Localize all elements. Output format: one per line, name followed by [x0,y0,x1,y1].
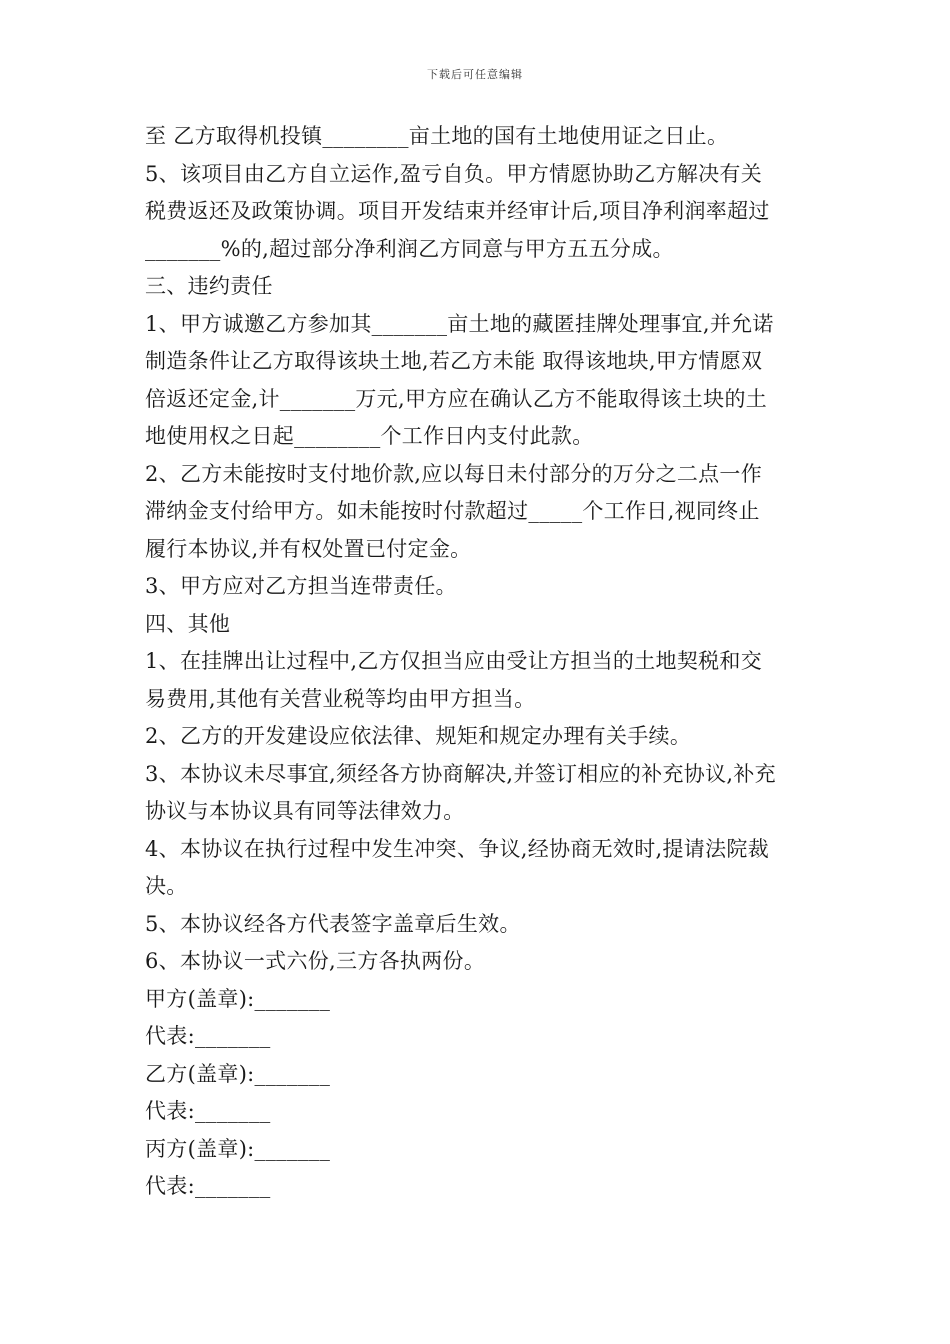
party-c-representative-field: 代表:_______ [145,1174,271,1198]
document-body [145,118,810,1206]
text-line: 至 乙方取得机投镇________亩土地的国有土地使用证之日止。 [145,124,729,148]
text-line: 易费用,其他有关营业税等均由甲方担当。 [145,686,536,711]
text-line: 制造条件让乙方取得该块土地,若乙方未能 取得该地块,甲方情愿双 [145,349,763,373]
party-c-seal-field: 丙方(盖章):_______ [145,1136,331,1161]
party-b-representative-field: 代表:_______ [145,1099,271,1123]
other-clause-2-line: 2、乙方的开发建设应依法律、规矩和规定办理有关手续。 [145,724,692,748]
party-b-seal-field: 乙方(盖章):_______ [145,1061,331,1086]
other-clause-3-line: 3、本协议未尽事宜,须经各方协商解决,并签订相应的补充协议,补充 [145,761,776,786]
other-clause-1-line: 1、在挂牌出让过程中,乙方仅担当应由受让方担当的土地契税和交 [145,649,763,673]
text-line: 地使用权之日起________个工作日内支付此款。 [145,424,594,448]
text-line: 倍返还定金,计_______万元,甲方应在确认乙方不能取得该土块的土 [145,386,768,411]
clause-5-line: 5、该项目由乙方自立运作,盈亏自负。甲方情愿协助乙方解决有关 [145,161,763,186]
breach-clause-3-line: 3、甲方应对乙方担当连带责任。 [145,574,457,598]
text-line: 滞纳金支付给甲方。如未能按时付款超过_____个工作日,视同终止 [145,499,760,523]
other-clause-6-line: 6、本协议一式六份,三方各执两份。 [145,949,486,973]
party-a-seal-field: 甲方(盖章):_______ [145,986,331,1011]
text-line: _______%的,超过部分净利润乙方同意与甲方五五分成。 [145,236,674,261]
other-clause-5-line: 5、本协议经各方代表签字盖章后生效。 [145,911,521,936]
breach-clause-1-line: 1、甲方诚邀乙方参加其_______亩土地的藏匿挂牌处理事宜,并允诺 [145,311,774,336]
text-line: 协议与本协议具有同等法律效力。 [145,799,465,823]
section-heading-breach: 三、违约责任 [145,274,273,298]
breach-clause-2-line: 2、乙方未能按时支付地价款,应以每日未付部分的万分之二点一作 [145,461,763,486]
text-line: 税费返还及政策协调。项目开发结束并经审计后,项目净利润率超过 [145,199,770,223]
party-a-representative-field: 代表:_______ [145,1024,271,1048]
text-line: 决。 [145,874,188,898]
other-clause-4-line: 4、本协议在执行过程中发生冲突、争议,经协商无效时,提请法院裁 [145,836,770,861]
section-heading-other: 四、其他 [145,611,231,636]
text-line: 履行本协议,并有权处置已付定金。 [145,536,472,561]
page-header: 下载后可任意编辑 [427,68,523,81]
